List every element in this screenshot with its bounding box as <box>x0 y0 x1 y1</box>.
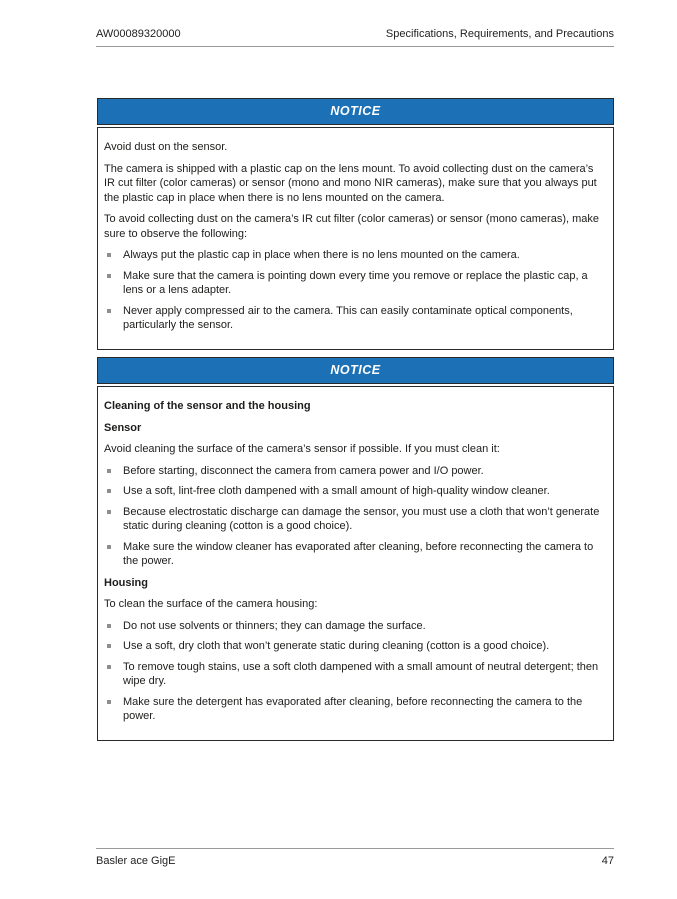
notice-heading: Cleaning of the sensor and the housing <box>104 400 311 412</box>
notice-body <box>97 386 614 741</box>
notice-title-bar <box>97 357 614 384</box>
bullet-square-icon <box>107 545 111 549</box>
bullet-text: Make sure the detergent has evaporated after cleaning, before reconnecting the camera to the power. <box>123 695 583 722</box>
bullet-text: To remove tough stains, use a soft cloth dampened with a small amount of neutral detergent; then wipe dry. <box>123 660 599 687</box>
bullet-item <box>104 639 603 654</box>
notice-intro: Avoid dust on the sensor. <box>104 141 228 153</box>
bullet-text: Do not use solvents or thinners; they can damage the surface. <box>123 619 426 632</box>
bullet-item <box>104 695 603 724</box>
bullet-text: Before starting, disconnect the camera from camera power and I/O power. <box>123 464 484 477</box>
notice-bullet-list <box>104 248 603 333</box>
bullet-item <box>104 304 603 333</box>
notice-box-dust <box>97 98 614 350</box>
bullet-square-icon <box>107 489 111 493</box>
bullet-item <box>104 484 603 499</box>
bullet-text: Always put the plastic cap in place when there is no lens mounted on the camera. <box>123 249 520 261</box>
housing-bullet-list <box>104 619 603 724</box>
bullet-text: Never apply compressed air to the camera. This can easily contaminate optical components, particularly the sensor. <box>123 304 573 331</box>
bullet-square-icon <box>107 700 111 704</box>
page-header <box>96 28 614 41</box>
page-footer <box>96 855 614 868</box>
bullet-square-icon <box>107 309 111 313</box>
header-rule <box>96 46 614 47</box>
notice-box-cleaning <box>97 357 614 741</box>
housing-subheading: Housing <box>104 576 148 589</box>
bullet-item <box>104 540 603 569</box>
bullet-square-icon <box>107 665 111 669</box>
notice-title: NOTICE <box>330 363 381 377</box>
bullet-square-icon <box>107 253 111 257</box>
bullet-square-icon <box>107 644 111 648</box>
sensor-subheading: Sensor <box>104 421 142 434</box>
bullet-square-icon <box>107 624 111 628</box>
bullet-square-icon <box>107 510 111 514</box>
footer-page-number: 47 <box>601 855 614 867</box>
bullet-item <box>104 464 603 479</box>
bullet-item <box>104 619 603 634</box>
header-doc-number: AW00089320000 <box>96 28 181 40</box>
bullet-item <box>104 505 603 534</box>
bullet-square-icon <box>107 274 111 278</box>
notice-title: NOTICE <box>330 104 381 118</box>
bullet-text: Use a soft, dry cloth that won’t generate static during cleaning (cotton is a good choice). <box>123 640 550 652</box>
notice-paragraph: To avoid collecting dust on the camera’s IR cut filter (color cameras) or sensor (mono cameras), make sure to observe the following: <box>104 213 599 240</box>
footer-rule <box>96 848 614 849</box>
bullet-item <box>104 660 603 689</box>
header-chapter-title: Specifications, Requirements, and Precautions <box>385 28 614 40</box>
bullet-text: Use a soft, lint-free cloth dampened with a small amount of high-quality window cleaner. <box>123 485 550 497</box>
housing-intro: To clean the surface of the camera housing: <box>104 598 318 610</box>
sensor-bullet-list <box>104 464 603 569</box>
bullet-text: Because electrostatic discharge can damage the sensor, you must use a cloth that won’t generate static during cleaning (cotton is a good choice). <box>123 505 600 532</box>
bullet-item <box>104 248 603 263</box>
bullet-item <box>104 269 603 298</box>
bullet-text: Make sure the window cleaner has evaporated after cleaning, before reconnecting the camera to the power. <box>123 540 594 567</box>
notice-paragraph: The camera is shipped with a plastic cap on the lens mount. To avoid collecting dust on the camera’s IR cut filter (color cameras) or sensor (mono and mono NIR cameras), make sure that you always put the plastic cap in place when there is no lens mounted on the camera. <box>104 162 597 204</box>
bullet-square-icon <box>107 469 111 473</box>
sensor-intro: Avoid cleaning the surface of the camera’s sensor if possible. If you must clean it: <box>104 443 500 455</box>
bullet-text: Make sure that the camera is pointing down every time you remove or replace the plastic cap, a lens or a lens adapter. <box>123 269 588 296</box>
footer-product-name: Basler ace GigE <box>96 855 176 867</box>
notice-title-bar <box>97 98 614 125</box>
notice-body <box>97 127 614 350</box>
